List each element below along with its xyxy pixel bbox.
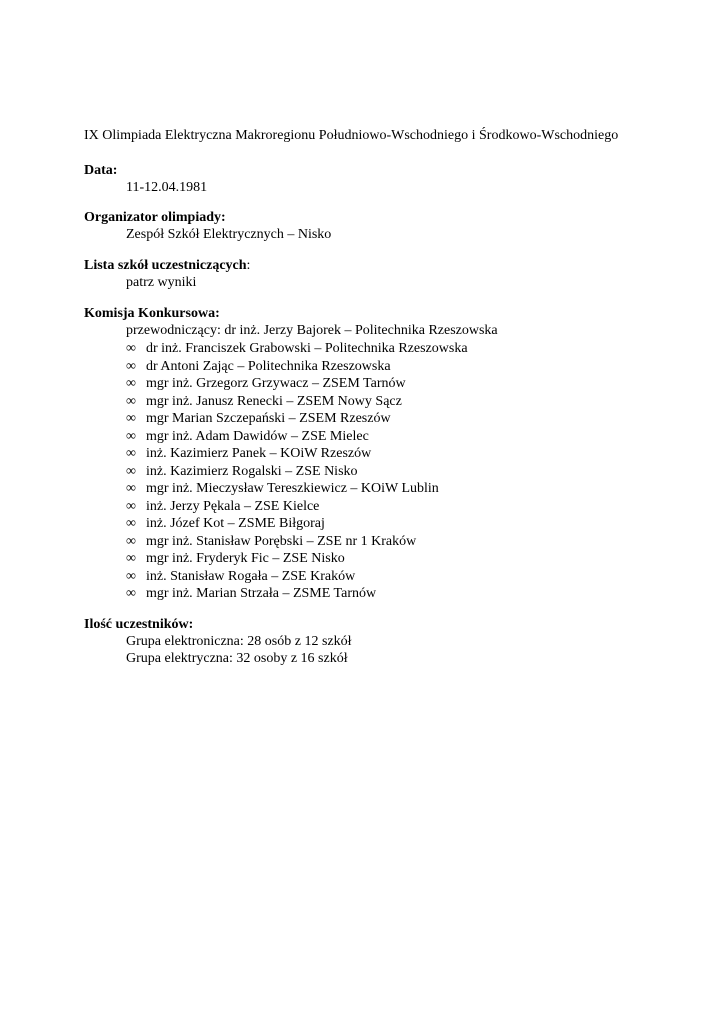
infinity-bullet-icon: ∞ xyxy=(126,586,136,601)
infinity-bullet-icon: ∞ xyxy=(126,568,136,584)
participants-electric: Grupa elektryczna: 32 osoby z 16 szkół xyxy=(126,651,348,666)
infinity-bullet-icon: ∞ xyxy=(126,481,136,496)
member-name: inż. Kazimierz Rogalski – ZSE Nisko xyxy=(146,463,358,479)
list-item xyxy=(126,358,391,375)
infinity-bullet-icon: ∞ xyxy=(126,533,136,549)
list-item xyxy=(126,533,416,550)
infinity-bullet-icon: ∞ xyxy=(126,498,136,514)
organizer-label: Organizator olimpiady: xyxy=(84,210,226,225)
infinity-bullet-icon: ∞ xyxy=(126,463,136,479)
list-item xyxy=(126,568,355,585)
infinity-bullet-icon: ∞ xyxy=(126,393,136,409)
infinity-bullet-icon: ∞ xyxy=(126,341,136,356)
participants-electronic: Grupa elektroniczna: 28 osób z 12 szkół xyxy=(126,634,352,649)
list-item xyxy=(126,393,402,410)
member-name: dr Antoni Zając – Politechnika Rzeszowska xyxy=(146,358,391,374)
schools-value: patrz wyniki xyxy=(126,275,197,290)
list-item xyxy=(126,585,376,602)
infinity-bullet-icon: ∞ xyxy=(126,411,136,426)
infinity-bullet-icon: ∞ xyxy=(126,516,136,531)
list-item xyxy=(126,375,406,392)
infinity-bullet-icon: ∞ xyxy=(126,376,136,391)
infinity-bullet-icon: ∞ xyxy=(126,358,136,374)
organizer-value: Zespół Szkół Elektrycznych – Nisko xyxy=(126,227,332,242)
member-name: inż. Stanisław Rogała – ZSE Kraków xyxy=(146,568,356,584)
list-item xyxy=(126,498,319,515)
committee-label: Komisja Konkursowa: xyxy=(84,306,220,321)
list-item xyxy=(126,445,371,462)
infinity-bullet-icon: ∞ xyxy=(126,428,136,444)
member-name: mgr inż. Adam Dawidów – ZSE Mielec xyxy=(146,428,369,444)
member-name: mgr inż. Janusz Renecki – ZSEM Nowy Sącz xyxy=(146,393,402,409)
member-name: inż. Józef Kot – ZSME Biłgoraj xyxy=(146,516,325,531)
member-name: dr inż. Franciszek Grabowski – Politechnika Rzeszowska xyxy=(146,341,468,356)
list-item xyxy=(126,550,345,567)
list-item xyxy=(126,428,369,445)
member-name: mgr inż. Grzegorz Grzywacz – ZSEM Tarnów xyxy=(146,376,406,391)
list-item xyxy=(126,340,468,357)
schools-colon: : xyxy=(246,258,251,273)
list-item xyxy=(126,463,358,480)
member-name: mgr inż. Marian Strzała – ZSME Tarnów xyxy=(146,586,377,601)
list-item xyxy=(126,480,439,497)
infinity-bullet-icon: ∞ xyxy=(126,446,136,461)
schools-heading xyxy=(84,257,250,274)
infinity-bullet-icon: ∞ xyxy=(126,551,136,566)
member-name: inż. Jerzy Pękala – ZSE Kielce xyxy=(146,498,320,514)
member-name: inż. Kazimierz Panek – KOiW Rzeszów xyxy=(146,446,372,461)
member-name: mgr inż. Fryderyk Fic – ZSE Nisko xyxy=(146,551,345,566)
committee-chair: przewodniczący: dr inż. Jerzy Bajorek – Politechnika Rzeszowska xyxy=(126,323,498,338)
schools-label: Lista szkół uczestniczących xyxy=(84,258,247,273)
member-name: mgr inż. Stanisław Porębski – ZSE nr 1 Kraków xyxy=(146,533,417,549)
list-item xyxy=(126,515,325,532)
member-name: mgr Marian Szczepański – ZSEM Rzeszów xyxy=(146,411,391,426)
list-item xyxy=(126,410,391,427)
participants-label: Ilość uczestników: xyxy=(84,617,194,632)
document-title: IX Olimpiada Elektryczna Makroregionu Południowo-Wschodniego i Środkowo-Wschodniego xyxy=(84,128,619,143)
member-name: mgr inż. Mieczysław Tereszkiewicz – KOiW Lublin xyxy=(146,481,439,496)
date-value: 11-12.04.1981 xyxy=(126,180,208,195)
date-label: Data: xyxy=(84,163,118,178)
